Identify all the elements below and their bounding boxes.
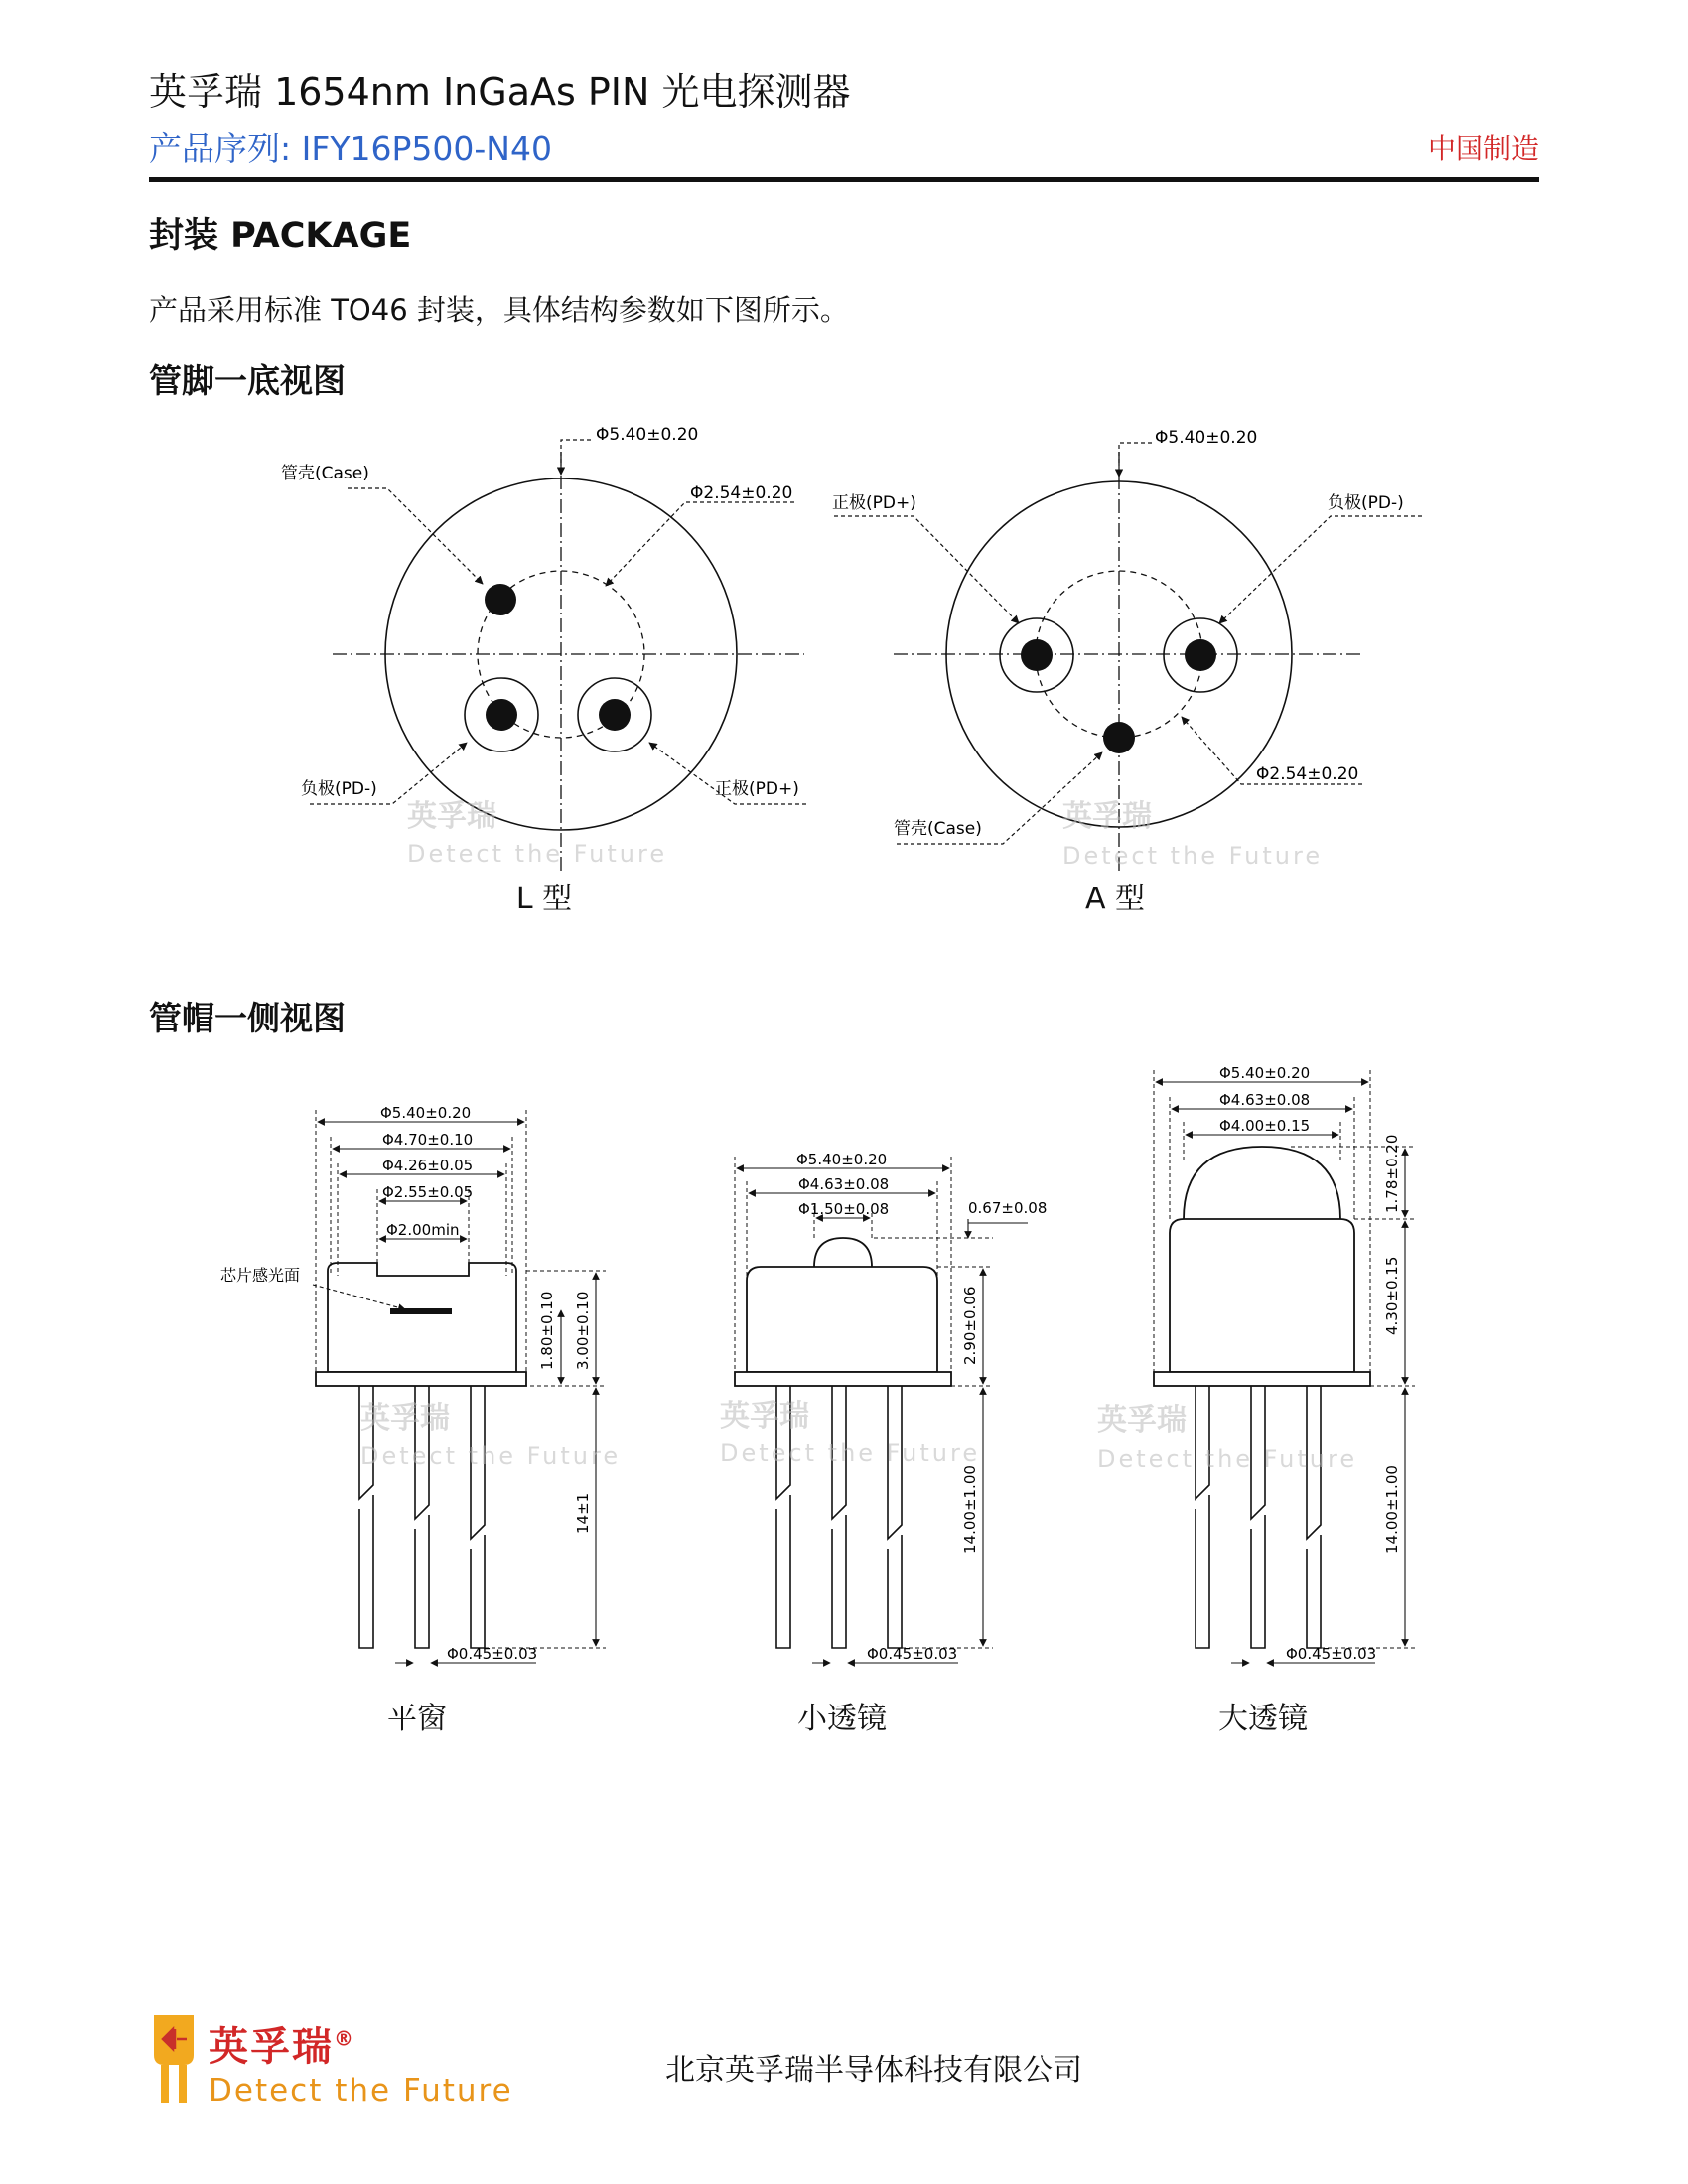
company-logo-icon (154, 2015, 194, 2103)
flat-h2: 3.00±0.10 (574, 1291, 592, 1370)
registered-mark: ® (334, 2026, 355, 2051)
l-dim-outer: Φ5.40±0.20 (596, 425, 699, 445)
a-label-case: 管壳(Case) (894, 819, 982, 839)
watermark-brand: 英孚瑞 (1062, 799, 1152, 834)
small-cap-h: 2.90±0.06 (961, 1286, 979, 1365)
flat-chip (390, 1308, 452, 1314)
flat-dim-2: Φ4.26±0.05 (382, 1157, 474, 1174)
big-lens-side-view (1154, 1064, 1415, 1663)
flat-window-caption: 平窗 (387, 1702, 447, 1736)
made-in-label: 中国制造 (1427, 132, 1539, 165)
l-case-pin (485, 584, 516, 615)
footer-company-name: 北京英孚瑞半导体科技有限公司 (665, 2053, 1082, 2088)
small-dim-0: Φ5.40±0.20 (796, 1151, 888, 1168)
l-type-caption: L 型 (515, 882, 573, 916)
big-lead-dia: Φ0.45±0.03 (1286, 1645, 1377, 1663)
l-label-neg: 负极(PD-) (301, 779, 377, 799)
small-lead-len: 14.00±1.00 (961, 1465, 979, 1554)
side-view-heading: 管帽一侧视图 (149, 999, 346, 1037)
watermark-brand: 英孚瑞 (720, 1399, 809, 1433)
l-neg-pin (486, 699, 517, 731)
small-dim-1: Φ4.63±0.08 (798, 1175, 890, 1193)
watermark-slogan: Detect the Future (407, 840, 668, 868)
flat-dim-0: Φ5.40±0.20 (380, 1104, 472, 1122)
big-lead-len: 14.00±1.00 (1383, 1465, 1401, 1554)
l-label-case: 管壳(Case) (281, 464, 369, 483)
watermark-slogan: Detect the Future (1062, 842, 1324, 870)
a-pos-pin (1021, 639, 1053, 671)
footer-logo-slogan: Detect the Future (209, 2073, 513, 2109)
big-lens-dome (1184, 1147, 1340, 1219)
big-lens-caption: 大透镜 (1218, 1702, 1308, 1736)
a-case-pin (1103, 722, 1135, 753)
package-description: 产品采用标准 TO46 封装，具体结构参数如下图所示。 (149, 293, 849, 327)
big-cap-h: 4.30±0.15 (1383, 1256, 1401, 1335)
flat-window-side-view (220, 1104, 606, 1663)
watermark-slogan: Detect the Future (1097, 1445, 1358, 1473)
big-lens-h: 1.78±0.20 (1383, 1134, 1401, 1213)
big-dim-2: Φ4.00±0.15 (1219, 1117, 1311, 1135)
product-series: 产品序列: IFY16P500-N40 (149, 129, 552, 168)
flat-lead-len: 14±1 (574, 1492, 592, 1534)
watermark-slogan: Detect the Future (360, 1442, 622, 1470)
a-type-caption: A 型 (1084, 882, 1146, 916)
footer-logo-name (209, 2015, 355, 2072)
watermark-brand: 英孚瑞 (1097, 1403, 1187, 1437)
a-dim-outer: Φ5.40±0.20 (1155, 428, 1258, 448)
small-lens-h: 0.67±0.08 (968, 1199, 1048, 1217)
package-heading: 封装 PACKAGE (149, 216, 412, 256)
l-pos-pin (599, 699, 631, 731)
big-dim-0: Φ5.40±0.20 (1219, 1064, 1311, 1082)
watermark-slogan: Detect the Future (720, 1439, 981, 1467)
flat-dim-3: Φ2.55±0.05 (382, 1183, 474, 1201)
watermark-brand: 英孚瑞 (407, 799, 496, 834)
flat-lead-dia: Φ0.45±0.03 (447, 1645, 538, 1663)
footer-logo-text: 英孚瑞 (209, 2024, 334, 2070)
watermark-brand: 英孚瑞 (360, 1401, 450, 1435)
small-dim-2: Φ1.50±0.08 (798, 1200, 890, 1218)
a-label-pos: 正极(PD+) (832, 493, 916, 513)
a-neg-pin (1185, 639, 1216, 671)
flat-chip-label: 芯片感光面 (220, 1266, 301, 1285)
small-lens-caption: 小透镜 (797, 1702, 887, 1736)
a-label-neg: 负极(PD-) (1328, 493, 1404, 513)
flat-dim-1: Φ4.70±0.10 (382, 1131, 474, 1149)
small-lead-dia: Φ0.45±0.03 (867, 1645, 958, 1663)
l-label-pos: 正极(PD+) (715, 779, 799, 799)
a-dim-pitch: Φ2.54±0.20 (1256, 764, 1359, 784)
document-title: 英孚瑞 1654nm InGaAs PIN 光电探测器 (149, 70, 851, 114)
small-lens-dome (814, 1238, 872, 1267)
big-dim-1: Φ4.63±0.08 (1219, 1091, 1311, 1109)
flat-dim-4: Φ2.00min (386, 1221, 460, 1239)
l-dim-pitch: Φ2.54±0.20 (690, 483, 793, 503)
flat-h1: 1.80±0.10 (538, 1291, 556, 1370)
bottom-view-heading: 管脚一底视图 (149, 361, 346, 400)
l-type-bottom-view (281, 425, 806, 874)
